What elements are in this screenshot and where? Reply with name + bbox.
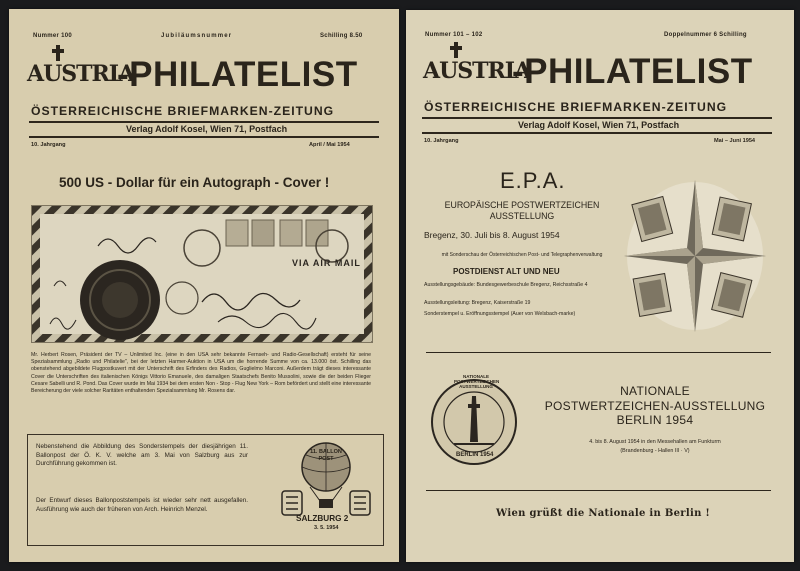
masthead-title: -PHILATELIST (117, 55, 358, 94)
issue-type: Jubiläumsnummer (161, 33, 233, 39)
epa-subtitle-line2: AUSSTELLUNG (489, 210, 555, 221)
seal-bottom-text: BERLIN 1954 (456, 452, 494, 458)
epa-dates: Bregenz, 30. Juli bis 8. August 1954 (424, 230, 560, 240)
issue-number: Nummer 101 – 102 (425, 32, 483, 38)
publisher-line: Verlag Adolf Kosel, Wien 71, Postfach (126, 124, 288, 134)
national-title-line2: POSTWERTZEICHEN-AUSSTELLUNG (544, 398, 766, 413)
epa-subtitle (422, 200, 622, 221)
masthead-subtitle: ÖSTERREICHISCHE BRIEFMARKEN-ZEITUNG (424, 100, 728, 114)
divider (29, 136, 379, 138)
magazine-cover-april-may (9, 9, 399, 562)
national-exhibition-place: (Brandenburg - Hallen III · V) (620, 448, 690, 454)
balloon-stamp-date: 3. 5. 1954 (314, 525, 339, 531)
exhibition-building: Ausstellungsgebäude: Bundesgewerbeschule Bregenz, Reichsstraße 4 (424, 282, 588, 288)
article-text: Mr. Herbert Rosen, Präsident der TV – Unlimited Inc. (eine in den USA sehr bekannte Fernseh- und Radio-Gesellschaft) ersteht für seine Spezialsammlung „Radio und Philatelie", bei der letzten Harmer-Auktion in USA um die horrende Summe von ca. 13.000 öst. Schilling das obenstehend abgebildete Flugpostkuvert mit der Unterschrift des Erfinders des Radios, Guglielmo Marconi. Außerdem trägt dieses interessante Cover die Unterschriften des italienischen Königs Vittorio Emanuele, des damaligen Staatschefs Benito Mussolini, sowie die der beiden Flieger Cesare Sabelli und R. Pond. Das Cover wurde im Mai 1934 bei dem ersten Non - Stop - Flug New York – Rom befördert und stellt eine interessante Bereicherung der viele solcher Raritäten enthaltenden Spezialsammlung Mr. Rosens dar. (31, 352, 371, 395)
special-postmark-note: Sonderstempel u. Eröffnungsstempel (Auer von Welsbach-marke) (424, 311, 576, 317)
austria-logo: AUSTRIA (27, 61, 135, 87)
issue-type: Doppelnummer 6 Schilling (664, 32, 747, 38)
airmail-envelope-image (32, 206, 372, 342)
balloon-post-box (27, 434, 384, 546)
divider (426, 490, 771, 491)
cover-airmail-label: VIA AIR MAIL (292, 258, 361, 268)
publisher-line: Verlag Adolf Kosel, Wien 71, Postfach (518, 120, 680, 130)
issue-price: Schilling 8.50 (320, 33, 363, 39)
issue-number: Nummer 100 (33, 33, 73, 39)
national-exhibition-dates: 4. bis 8. August 1954 in den Messehallen am Funkturm (589, 439, 721, 445)
epa-special-show: mit Sonderschau der Österreichischen Post- und Telegraphenverwaltung (441, 252, 603, 258)
divider (422, 117, 772, 119)
masthead-title: -PHILATELIST (512, 52, 753, 91)
cross-icon (450, 42, 462, 58)
balloon-stamp-top: 11. BALLON POST (310, 449, 342, 462)
national-exhibition-title (530, 384, 780, 428)
divider (426, 352, 771, 353)
autograph-cover-photo (31, 205, 373, 343)
issue-date: April / Mai 1954 (309, 142, 350, 148)
exhibition-management: Ausstellungsleitung: Bregenz, Kaiserstraße 19 (424, 300, 531, 306)
cross-icon (52, 45, 64, 61)
magazine-cover-may-june (406, 10, 794, 562)
seal-ring-text: NATIONALE POSTWERTZEICHEN AUSSTELLUNG (454, 374, 500, 389)
austria-logo: AUSTRIA (423, 58, 531, 84)
headline: 500 US - Dollar für ein Autograph - Cover ! (59, 175, 330, 190)
divider (422, 132, 772, 134)
balloon-post-text: Nebenstehend die Abbildung des Sonderstempels der diesjährigen 11. Ballonpost der Ö. K. V. welche am 3. Mai von Salzburg aus zur Durchführung gekommen ist. (36, 443, 248, 468)
national-title-line1: NATIONALE (620, 384, 690, 398)
epa-heading: E.P.A. (500, 168, 566, 193)
national-title-line3: BERLIN 1954 (616, 413, 694, 427)
footer-greeting: Wien grüßt die Nationale in Berlin ! (496, 508, 711, 519)
balloon-design-text: Der Entwurf dieses Ballonpoststempels ist wieder sehr nett ausgefallen. Ausführung wie auch der früheren von Arch. Heinrich Menzel. (36, 497, 248, 513)
volume-year: 10. Jahrgang (31, 142, 66, 148)
masthead-subtitle: ÖSTERREICHISCHE BRIEFMARKEN-ZEITUNG (31, 104, 335, 118)
compass-star-stamps-image (620, 176, 770, 336)
volume-year: 10. Jahrgang (424, 138, 459, 144)
divider (29, 121, 379, 123)
balloon-stamp-city: SALZBURG 2 (296, 514, 349, 523)
postdienst-label: POSTDIENST ALT UND NEU (453, 267, 560, 276)
issue-date: Mai – Juni 1954 (714, 138, 756, 144)
epa-subtitle-line1: EUROPÄISCHE POSTWERTZEICHEN (444, 200, 600, 210)
